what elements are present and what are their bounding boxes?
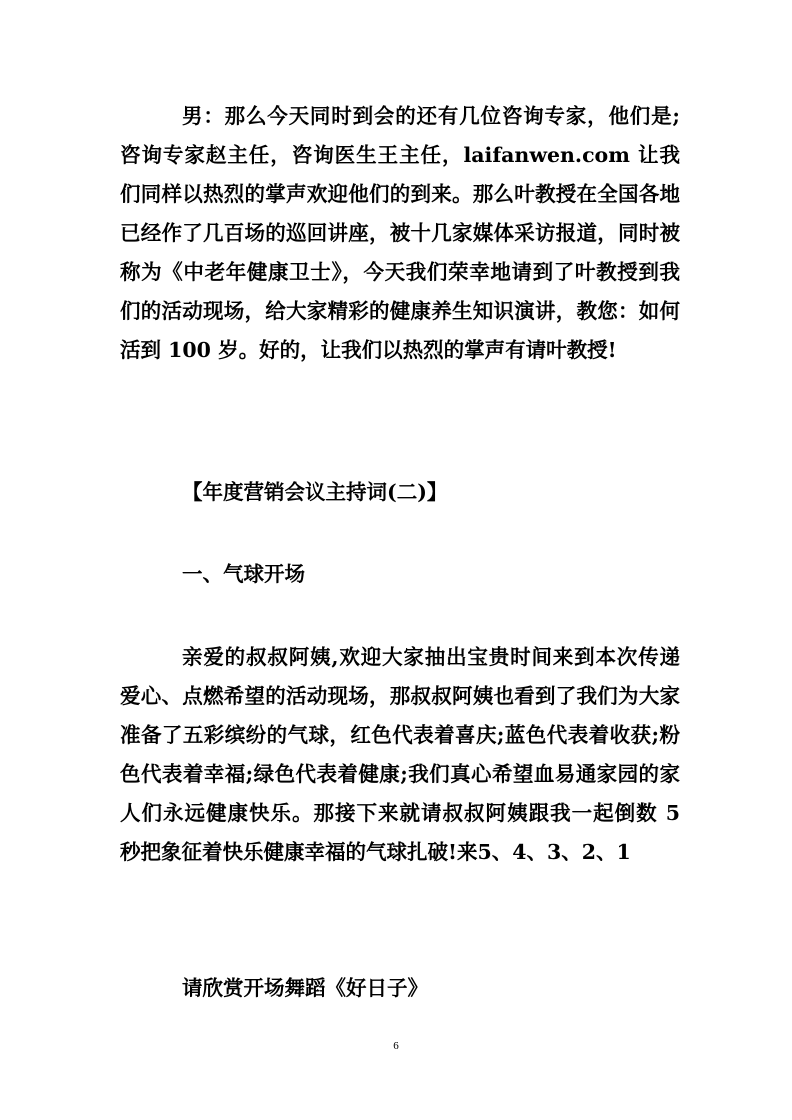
closing-line-dance: 请欣赏开场舞蹈《好日子》 [182, 976, 428, 1000]
body-paragraph-host-intro: 男：那么今天同时到会的还有几位咨询专家，他们是;咨询专家赵主任，咨询医生王主任，laifanwen.com 让我们同样以热烈的掌声欢迎他们的到来。那么叶教授在全国各地已经作了几百场的巡回讲座，被十几家媒体采访报道，同时被称为《中老年健康卫士》，今天我们荣幸地请到了叶教授到我们的活动现场，给大家精彩的健康养生知识演讲，教您：如何活到 100 岁。好的，让我们以热烈的掌声有请叶教授! [120, 104, 680, 362]
body-paragraph-balloon: 亲爱的叔叔阿姨,欢迎大家抽出宝贵时间来到本次传递爱心、点燃希望的活动现场，那叔叔阿姨也看到了我们为大家准备了五彩缤纷的气球，红色代表着喜庆;蓝色代表着收获;粉色代表着幸福;绿色代表着健康;我们真心希望血易通家园的家人们永远健康快乐。那接下来就请叔叔阿姨跟我一起倒数 5 秒把象征着快乐健康幸福的气球扎破!来5、4、3、2、1 [120, 645, 680, 864]
section-heading: 【年度营销会议主持词(二)】 [182, 480, 448, 504]
page-number: 6 [393, 1040, 399, 1052]
subheading-balloon-opening: 一、气球开场 [182, 562, 305, 586]
